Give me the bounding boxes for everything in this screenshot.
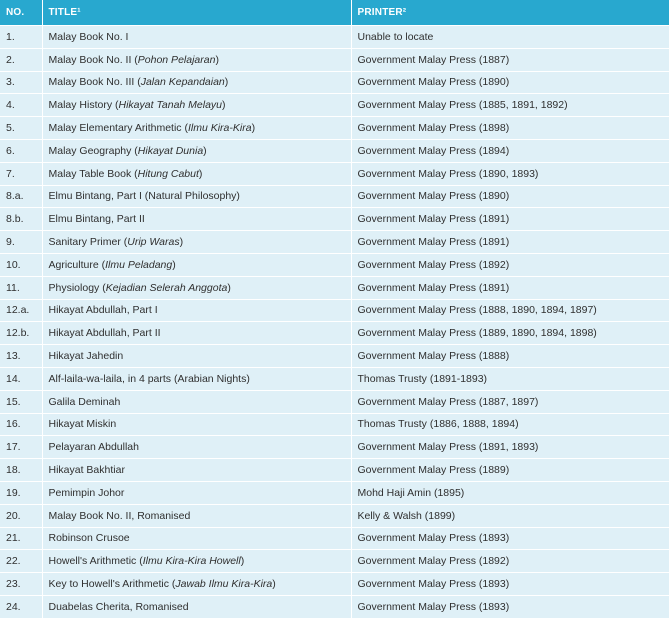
table-row bbox=[0, 595, 669, 618]
title-malay-italic: Hitung Cabut bbox=[137, 167, 199, 180]
title-text: Pemimpin Johor bbox=[48, 486, 125, 499]
cell-printer: Government Malay Press (1887) bbox=[351, 48, 669, 71]
cell-no: 2. bbox=[0, 48, 42, 71]
title-text: Pelayaran Abdullah bbox=[48, 441, 139, 454]
cell-no: 5. bbox=[0, 117, 42, 140]
title-malay-italic: Kejadian Selerah Anggota bbox=[105, 281, 228, 294]
cell-printer: Thomas Trusty (1891-1893) bbox=[351, 367, 669, 390]
table-row bbox=[0, 436, 669, 459]
table-header bbox=[0, 0, 669, 26]
title-suffix: ) bbox=[203, 144, 207, 157]
cell-printer: Government Malay Press (1888, 1890, 1894, 1897) bbox=[351, 299, 669, 322]
table-row bbox=[0, 26, 669, 49]
table-row bbox=[0, 139, 669, 162]
cell-printer: Government Malay Press (1890) bbox=[351, 71, 669, 94]
cell-printer: Government Malay Press (1893) bbox=[351, 527, 669, 550]
cell-title bbox=[42, 413, 351, 436]
header-title: TITLE¹ bbox=[42, 0, 351, 26]
cell-title bbox=[42, 504, 351, 527]
title-text: Malay Table Book ( bbox=[48, 167, 138, 180]
title-text: Malay Book No. I bbox=[48, 30, 129, 43]
cell-title bbox=[42, 481, 351, 504]
cell-printer: Government Malay Press (1892) bbox=[351, 550, 669, 573]
table-row bbox=[0, 162, 669, 185]
table-row bbox=[0, 413, 669, 436]
table-row bbox=[0, 94, 669, 117]
cell-no: 23. bbox=[0, 573, 42, 596]
cell-printer: Government Malay Press (1888) bbox=[351, 345, 669, 368]
title-text: Duabelas Cherita, Romanised bbox=[48, 600, 189, 613]
table-row bbox=[0, 48, 669, 71]
title-suffix: ) bbox=[198, 167, 203, 180]
cell-printer: Unable to locate bbox=[351, 26, 669, 49]
cell-printer: Government Malay Press (1891) bbox=[351, 231, 669, 254]
cell-title bbox=[42, 276, 351, 299]
cell-no: 24. bbox=[0, 595, 42, 618]
title-malay-italic: Ilmu Peladang bbox=[105, 258, 173, 271]
cell-printer: Government Malay Press (1891, 1893) bbox=[351, 436, 669, 459]
cell-printer: Thomas Trusty (1886, 1888, 1894) bbox=[351, 413, 669, 436]
header-printer: PRINTER² bbox=[351, 0, 669, 26]
title-text: Agriculture ( bbox=[48, 258, 106, 271]
title-text: Robinson Crusoe bbox=[48, 532, 130, 545]
cell-title bbox=[42, 345, 351, 368]
cell-no: 20. bbox=[0, 504, 42, 527]
cell-no: 19. bbox=[0, 481, 42, 504]
table-row bbox=[0, 550, 669, 573]
table-row bbox=[0, 71, 669, 94]
title-text: Elmu Bintang, Part II bbox=[48, 213, 145, 226]
title-malay-italic: Hikayat Dunia bbox=[137, 144, 204, 157]
cell-no: 13. bbox=[0, 345, 42, 368]
cell-no: 12.a. bbox=[0, 299, 42, 322]
cell-no: 6. bbox=[0, 139, 42, 162]
cell-printer: Government Malay Press (1898) bbox=[351, 117, 669, 140]
cell-title bbox=[42, 162, 351, 185]
title-text: Hikayat Abdullah, Part I bbox=[48, 304, 158, 317]
table-row bbox=[0, 185, 669, 208]
cell-printer: Government Malay Press (1894) bbox=[351, 139, 669, 162]
table-row bbox=[0, 390, 669, 413]
title-suffix: ) bbox=[224, 76, 229, 89]
title-malay-italic: Ilmu Kira-Kira Howell bbox=[142, 555, 241, 568]
header-row bbox=[0, 0, 669, 26]
title-text: Physiology ( bbox=[48, 281, 106, 294]
cell-title bbox=[42, 595, 351, 618]
cell-title bbox=[42, 253, 351, 276]
cell-no: 8.a. bbox=[0, 185, 42, 208]
cell-no: 10. bbox=[0, 253, 42, 276]
title-text: Galila Deminah bbox=[48, 395, 121, 408]
cell-printer: Government Malay Press (1891) bbox=[351, 208, 669, 231]
cell-no: 21. bbox=[0, 527, 42, 550]
cell-no: 9. bbox=[0, 231, 42, 254]
table-body bbox=[0, 26, 669, 619]
cell-no: 11. bbox=[0, 276, 42, 299]
table-row bbox=[0, 117, 669, 140]
cell-title bbox=[42, 185, 351, 208]
title-text: Malay Elementary Arithmetic ( bbox=[48, 122, 188, 135]
title-text: Hikayat Jahedin bbox=[48, 350, 124, 363]
cell-title bbox=[42, 299, 351, 322]
cell-printer: Government Malay Press (1890, 1893) bbox=[351, 162, 669, 185]
title-text: Sanitary Primer ( bbox=[48, 236, 128, 249]
table-row bbox=[0, 481, 669, 504]
table-row bbox=[0, 231, 669, 254]
title-suffix: ) bbox=[240, 555, 245, 568]
title-text: Hikayat Abdullah, Part II bbox=[48, 327, 161, 340]
table-row bbox=[0, 345, 669, 368]
title-text: Alf-laila-wa-laila, in 4 parts (Arabian Nights) bbox=[48, 372, 250, 385]
cell-no: 12.b. bbox=[0, 322, 42, 345]
cell-title bbox=[42, 527, 351, 550]
cell-printer: Government Malay Press (1890) bbox=[351, 185, 669, 208]
table-row bbox=[0, 367, 669, 390]
cell-no: 14. bbox=[0, 367, 42, 390]
title-malay-italic: Jalan Kepandaian bbox=[140, 76, 225, 89]
cell-title bbox=[42, 436, 351, 459]
title-text: Malay Book No. III ( bbox=[48, 76, 141, 89]
title-suffix: ) bbox=[251, 122, 256, 135]
cell-printer: Government Malay Press (1891) bbox=[351, 276, 669, 299]
cell-printer: Government Malay Press (1893) bbox=[351, 573, 669, 596]
title-text: Howell's Arithmetic ( bbox=[48, 555, 143, 568]
title-text: Elmu Bintang, Part I (Natural Philosophy) bbox=[48, 190, 240, 203]
cell-title bbox=[42, 550, 351, 573]
title-malay-italic: Ilmu Kira-Kira bbox=[187, 122, 252, 135]
cell-printer: Government Malay Press (1889) bbox=[351, 459, 669, 482]
title-text: Hikayat Miskin bbox=[48, 418, 117, 431]
cell-no: 8.b. bbox=[0, 208, 42, 231]
cell-no: 4. bbox=[0, 94, 42, 117]
cell-printer: Kelly & Walsh (1899) bbox=[351, 504, 669, 527]
cell-no: 3. bbox=[0, 71, 42, 94]
title-malay-italic: Hikayat Tanah Melayu bbox=[118, 99, 223, 112]
cell-title bbox=[42, 208, 351, 231]
title-suffix: ) bbox=[215, 53, 219, 66]
table-row bbox=[0, 527, 669, 550]
title-suffix: ) bbox=[179, 236, 184, 249]
cell-no: 15. bbox=[0, 390, 42, 413]
table-row bbox=[0, 459, 669, 482]
table-row bbox=[0, 504, 669, 527]
cell-title bbox=[42, 231, 351, 254]
cell-printer: Government Malay Press (1889, 1890, 1894, 1898) bbox=[351, 322, 669, 345]
cell-title bbox=[42, 573, 351, 596]
cell-title bbox=[42, 139, 351, 162]
table-row bbox=[0, 276, 669, 299]
cell-no: 18. bbox=[0, 459, 42, 482]
cell-title bbox=[42, 71, 351, 94]
cell-no: 16. bbox=[0, 413, 42, 436]
title-text: Malay Book No. II ( bbox=[48, 53, 138, 66]
header-no: NO. bbox=[0, 0, 42, 26]
cell-printer: Government Malay Press (1893) bbox=[351, 595, 669, 618]
title-suffix: ) bbox=[172, 258, 176, 271]
cell-title bbox=[42, 459, 351, 482]
title-text: Hikayat Bakhtiar bbox=[48, 464, 125, 477]
cell-title bbox=[42, 94, 351, 117]
cell-no: 1. bbox=[0, 26, 42, 49]
title-malay-italic: Jawab Ilmu Kira-Kira bbox=[175, 578, 273, 591]
cell-printer: Government Malay Press (1887, 1897) bbox=[351, 390, 669, 413]
title-suffix: ) bbox=[272, 578, 276, 591]
cell-no: 17. bbox=[0, 436, 42, 459]
cell-no: 22. bbox=[0, 550, 42, 573]
table-row bbox=[0, 573, 669, 596]
cell-title bbox=[42, 48, 351, 71]
cell-printer: Government Malay Press (1892) bbox=[351, 253, 669, 276]
cell-printer: Mohd Haji Amin (1895) bbox=[351, 481, 669, 504]
table-row bbox=[0, 253, 669, 276]
cell-no: 7. bbox=[0, 162, 42, 185]
title-text: Malay Book No. II, Romanised bbox=[48, 509, 191, 522]
table-row bbox=[0, 322, 669, 345]
title-text: Key to Howell's Arithmetic ( bbox=[48, 578, 176, 591]
cell-title bbox=[42, 26, 351, 49]
title-malay-italic: Urip Waras bbox=[127, 236, 180, 249]
cell-printer: Government Malay Press (1885, 1891, 1892) bbox=[351, 94, 669, 117]
cell-title bbox=[42, 322, 351, 345]
title-suffix: ) bbox=[222, 99, 226, 112]
table-row bbox=[0, 208, 669, 231]
cell-title bbox=[42, 390, 351, 413]
title-suffix: ) bbox=[227, 281, 231, 294]
cell-title bbox=[42, 367, 351, 390]
title-malay-italic: Pohon Pelajaran bbox=[137, 53, 216, 66]
cell-title bbox=[42, 117, 351, 140]
title-text: Malay Geography ( bbox=[48, 144, 138, 157]
title-text: Malay History ( bbox=[48, 99, 119, 112]
table-row bbox=[0, 299, 669, 322]
